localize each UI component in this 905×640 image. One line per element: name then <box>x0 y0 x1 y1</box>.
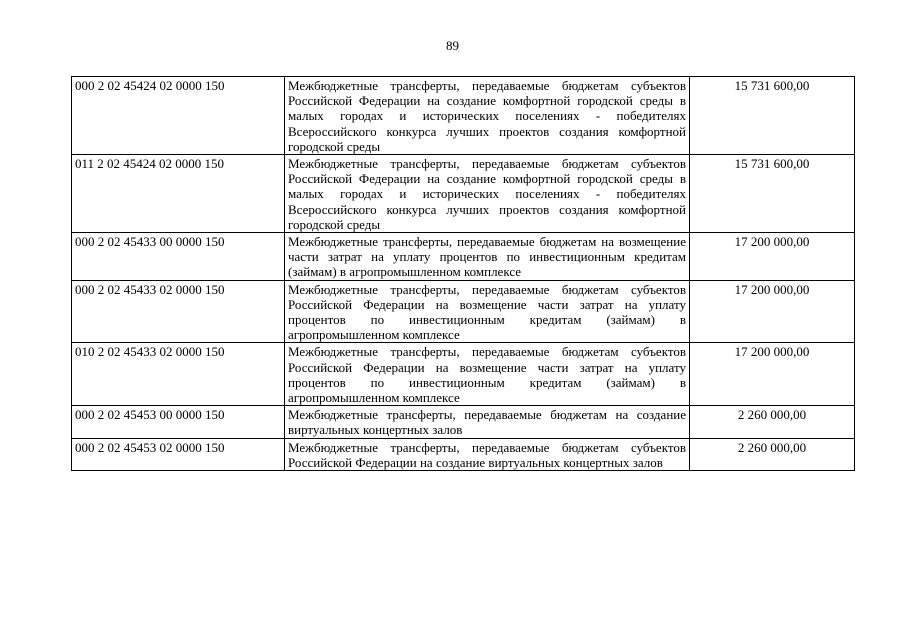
table-row <box>72 406 855 438</box>
budget-code-cell: 000 2 02 45433 02 0000 150 <box>72 280 285 343</box>
description-cell: Межбюджетные трансферты, передаваемые бюджетам на возмещение части затрат на уплату процентов по инвестиционным кредитам (займам) в агропромышленном комплексе <box>285 233 690 281</box>
budget-code-cell: 000 2 02 45433 00 0000 150 <box>72 233 285 281</box>
amount-cell: 17 200 000,00 <box>690 280 855 343</box>
table-row <box>72 155 855 233</box>
budget-code-cell: 000 2 02 45453 00 0000 150 <box>72 406 285 438</box>
budget-revenue-table <box>71 76 855 471</box>
budget-code-cell: 011 2 02 45424 02 0000 150 <box>72 155 285 233</box>
amount-cell: 2 260 000,00 <box>690 406 855 438</box>
page-number: 89 <box>446 38 459 53</box>
table-row <box>72 438 855 470</box>
amount-cell: 17 200 000,00 <box>690 233 855 281</box>
table-body <box>72 77 855 471</box>
amount-cell: 15 731 600,00 <box>690 77 855 155</box>
table-row <box>72 343 855 406</box>
budget-code-cell: 010 2 02 45433 02 0000 150 <box>72 343 285 406</box>
amount-cell: 17 200 000,00 <box>690 343 855 406</box>
budget-code-cell: 000 2 02 45453 02 0000 150 <box>72 438 285 470</box>
table-row <box>72 280 855 343</box>
table-row <box>72 233 855 281</box>
budget-code-cell: 000 2 02 45424 02 0000 150 <box>72 77 285 155</box>
table-row <box>72 77 855 155</box>
description-cell: Межбюджетные трансферты, передаваемые бюджетам субъектов Российской Федерации на возмещение части затрат на уплату процентов по инвестиционным кредитам (займам) в агропромышленном комплексе <box>285 280 690 343</box>
description-cell: Межбюджетные трансферты, передаваемые бюджетам субъектов Российской Федерации на создание виртуальных концертных залов <box>285 438 690 470</box>
description-cell: Межбюджетные трансферты, передаваемые бюджетам на создание виртуальных концертных залов <box>285 406 690 438</box>
description-cell: Межбюджетные трансферты, передаваемые бюджетам субъектов Российской Федерации на создание комфортной городской среды в малых городах и исторических поселениях - победителях Всероссийского конкурса лучших проектов создания комфортной городской среды <box>285 77 690 155</box>
amount-cell: 2 260 000,00 <box>690 438 855 470</box>
description-cell: Межбюджетные трансферты, передаваемые бюджетам субъектов Российской Федерации на возмещение части затрат на уплату процентов по инвестиционным кредитам (займам) в агропромышленном комплексе <box>285 343 690 406</box>
description-cell: Межбюджетные трансферты, передаваемые бюджетам субъектов Российской Федерации на создание комфортной городской среды в малых городах и исторических поселениях - победителях Всероссийского конкурса лучших проектов создания комфортной городской среды <box>285 155 690 233</box>
amount-cell: 15 731 600,00 <box>690 155 855 233</box>
